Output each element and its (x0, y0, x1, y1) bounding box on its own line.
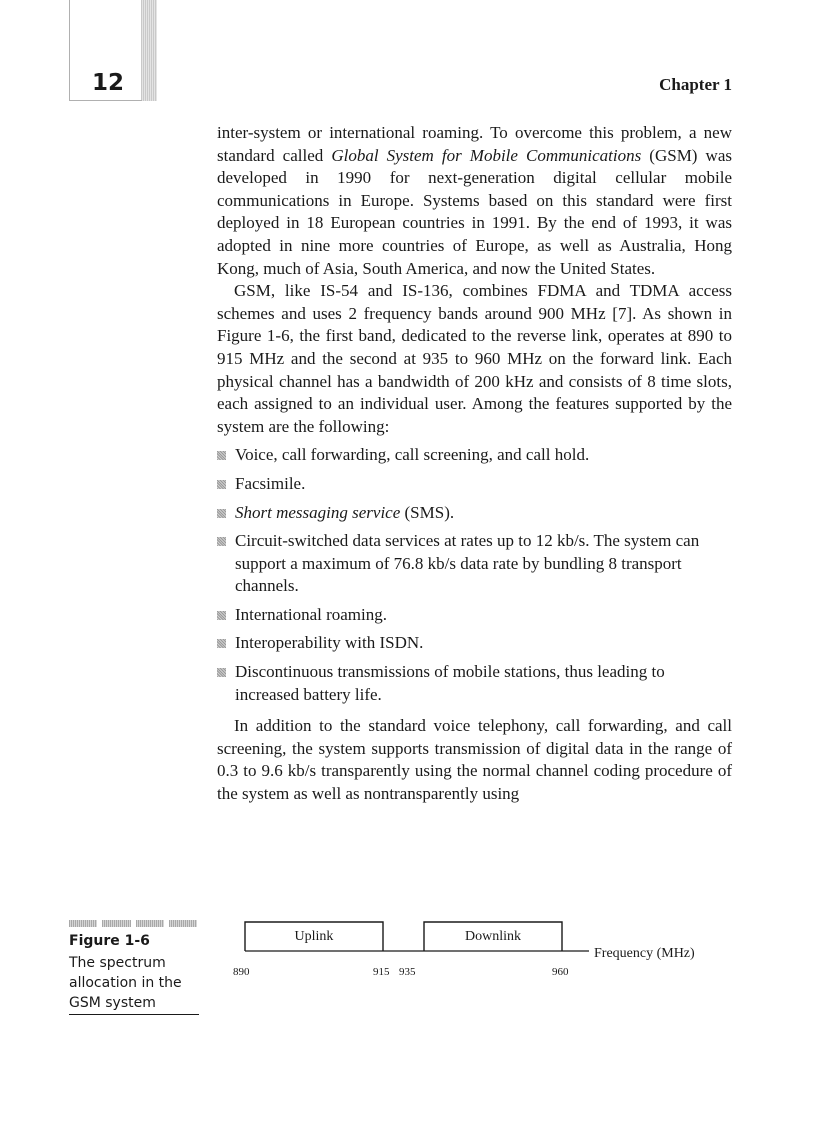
tick-935: 935 (399, 966, 416, 978)
list-item: Interoperability with ISDN. (217, 632, 732, 655)
bullet-icon (217, 639, 226, 648)
chapter-title: Chapter 1 (659, 75, 732, 94)
page-number: 12 (92, 70, 125, 96)
tick-890: 890 (233, 966, 250, 978)
paragraph-1-start: inter-system or international roaming. To overcome this problem, a new standard called (217, 123, 732, 165)
list-item: Circuit-switched data services at rates up to 12 kb/s. The system can support a maximum of 76.8 kb/s data rate by bundling 8 transport channels. (217, 530, 732, 598)
list-item: Discontinuous transmissions of mobile stations, thus leading to increased battery life. (217, 661, 732, 706)
tick-960: 960 (552, 966, 569, 978)
paragraph-3: In addition to the standard voice telephony, call forwarding, and call screening, the system supports transmission of digital data in the range of 0.3 to 9.6 kb/s transparently using the normal channel coding procedure of the system as well as nontransparently using (217, 716, 732, 804)
spectrum-diagram (225, 915, 725, 985)
feature-list (217, 444, 732, 706)
margin-gray-strip (141, 0, 157, 101)
axis-label: Frequency (MHz) (594, 946, 695, 961)
list-item: Voice, call forwarding, call screening, and call hold. (217, 444, 732, 467)
bullet-icon (217, 451, 226, 460)
bullet-icon (217, 537, 226, 546)
figure-caption: The spectrum allocation in the GSM system (69, 953, 199, 1015)
paragraph-2: GSM, like IS-54 and IS-136, combines FDMA and TDMA access schemes and uses 2 frequency bands around 900 MHz [7]. As shown in Figure 1-6, the first band, dedicated to the reverse link, operates at 890 to 915 MHz and the second at 935 to 960 MHz on the forward link. Each physical channel has a bandwidth of 200 kHz and consists of 8 time slots, each assigned to an individual user. Among the features supported by the system are the following: (217, 281, 732, 436)
bullet-icon (217, 480, 226, 489)
body-text (217, 122, 732, 806)
uplink-label: Uplink (294, 929, 334, 944)
list-item: International roaming. (217, 604, 732, 627)
list-item: Facsimile. (217, 473, 732, 496)
paragraph-1 (217, 122, 732, 280)
bullet-icon (217, 611, 226, 620)
tick-915: 915 (373, 966, 390, 978)
figure-label: Figure 1-6 (69, 933, 150, 949)
gsm-full-name: Global System for Mobile Communications (331, 145, 642, 165)
bullet-icon (217, 509, 226, 518)
downlink-label: Downlink (465, 929, 521, 944)
bullet-icon (217, 668, 226, 677)
list-item: Short messaging service (SMS). (217, 502, 732, 525)
figure-decoration (69, 920, 197, 927)
paragraph-1-rest: (GSM) was developed in 1990 for next-generation digital cellular mobile communications in Europe. Systems based on this standard were first deployed in 18 European countries in 1991. By the end of 1993, it was adopted in nine more countries of Europe, as well as Australia, Hong Kong, much of Asia, South America, and now the United States. (217, 145, 732, 278)
